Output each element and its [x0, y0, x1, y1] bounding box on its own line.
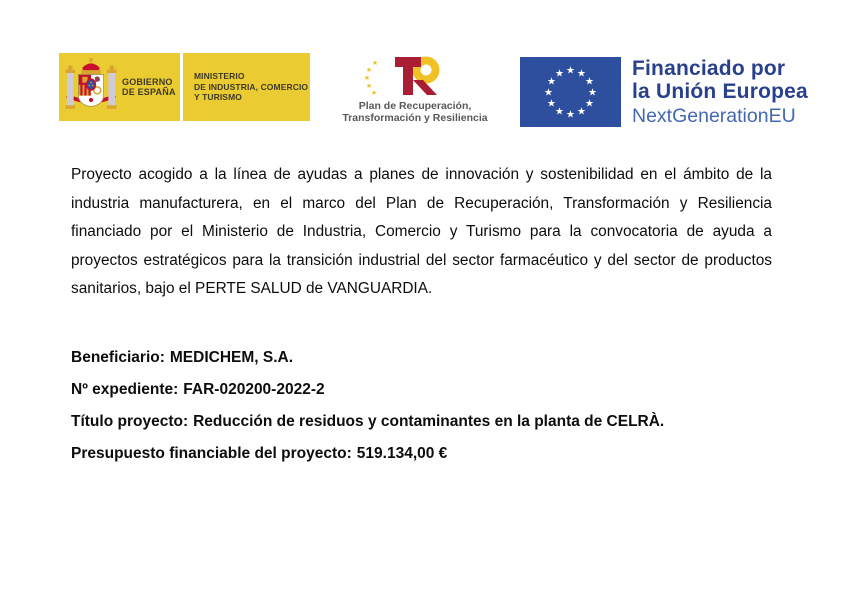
beneficiary-row [71, 348, 664, 368]
svg-text:★: ★ [365, 66, 373, 74]
budget-row [71, 444, 664, 464]
svg-text:★: ★ [370, 89, 378, 97]
ministerio-label [194, 71, 308, 103]
project-title-label: Título proyecto: [71, 413, 189, 430]
budget-value: 519.134,00 € [356, 445, 448, 462]
beneficiary-value: MEDICHEM, S.A. [169, 349, 294, 366]
eu-funding-text [632, 57, 808, 127]
svg-text:★: ★ [577, 106, 586, 118]
prtr-caption-line2: Transformación y Resiliencia [342, 111, 488, 124]
gobierno-label [122, 77, 176, 98]
eu-funded-line1: Financiado por [632, 57, 786, 80]
gobierno-logo-block [59, 53, 180, 121]
project-title-value: Reducción de residuos y contaminantes en la planta de CELRÀ. [193, 413, 665, 430]
spain-coat-of-arms-icon [63, 56, 119, 118]
ministerio-line2: DE INDUSTRIA, COMERCIO [194, 81, 309, 92]
svg-text:★: ★ [547, 76, 556, 88]
ministerio-line1: MINISTERIO [194, 71, 245, 82]
svg-text:★: ★ [566, 109, 575, 121]
gobierno-line2: DE ESPAÑA [122, 87, 176, 97]
eu-funding-logo [520, 57, 808, 127]
gobierno-espana-logo [59, 53, 310, 121]
svg-text:★: ★ [585, 76, 594, 88]
svg-text:★: ★ [363, 74, 371, 82]
ministerio-logo-block [183, 53, 310, 121]
svg-text:★: ★ [577, 68, 586, 80]
prtr-monogram-icon [345, 54, 485, 98]
prtr-caption [338, 101, 492, 124]
file-number-row [71, 380, 664, 400]
gobierno-line1: GOBIERNO [122, 76, 173, 87]
beneficiary-label: Beneficiario: [71, 349, 165, 366]
ministerio-line3: Y TURISMO [194, 92, 242, 103]
svg-text:★: ★ [365, 82, 373, 90]
svg-text:★: ★ [555, 68, 564, 80]
file-number-label: Nº expediente: [71, 381, 179, 398]
svg-text:★: ★ [371, 59, 379, 67]
eu-flag-icon [520, 57, 621, 127]
budget-label: Presupuesto financiable del proyecto: [71, 445, 352, 462]
prtr-caption-line1: Plan de Recuperación, [358, 100, 472, 112]
svg-text:★: ★ [544, 87, 553, 99]
eu-funded-line2: la Unión Europea [632, 80, 808, 103]
svg-text:★: ★ [555, 106, 564, 118]
svg-text:★: ★ [585, 98, 594, 110]
prtr-logo [338, 54, 492, 124]
svg-text:★: ★ [547, 98, 556, 110]
file-number-value: FAR-020200-2022-2 [183, 381, 325, 398]
svg-text:★: ★ [588, 87, 597, 99]
eu-nextgeneration-label: NextGenerationEU [632, 105, 796, 127]
project-title-row [71, 412, 664, 432]
project-description-paragraph: Proyecto acogido a la línea de ayudas a planes de innovación y sostenibilidad en el ámbito de la industria manufacturera, en el marco del Plan de Recuperación, Transformación y Resiliencia financiado por el Ministerio de Industria, Comercio y Turismo para la convocatoria de ayuda a proyectos estratégicos para la transición industrial del sector farmacéutico y del sector de productos sanitarios, bajo el PERTE SALUD de VANGUARDIA. [71, 166, 772, 298]
svg-text:★: ★ [566, 65, 575, 77]
project-details [71, 348, 664, 476]
